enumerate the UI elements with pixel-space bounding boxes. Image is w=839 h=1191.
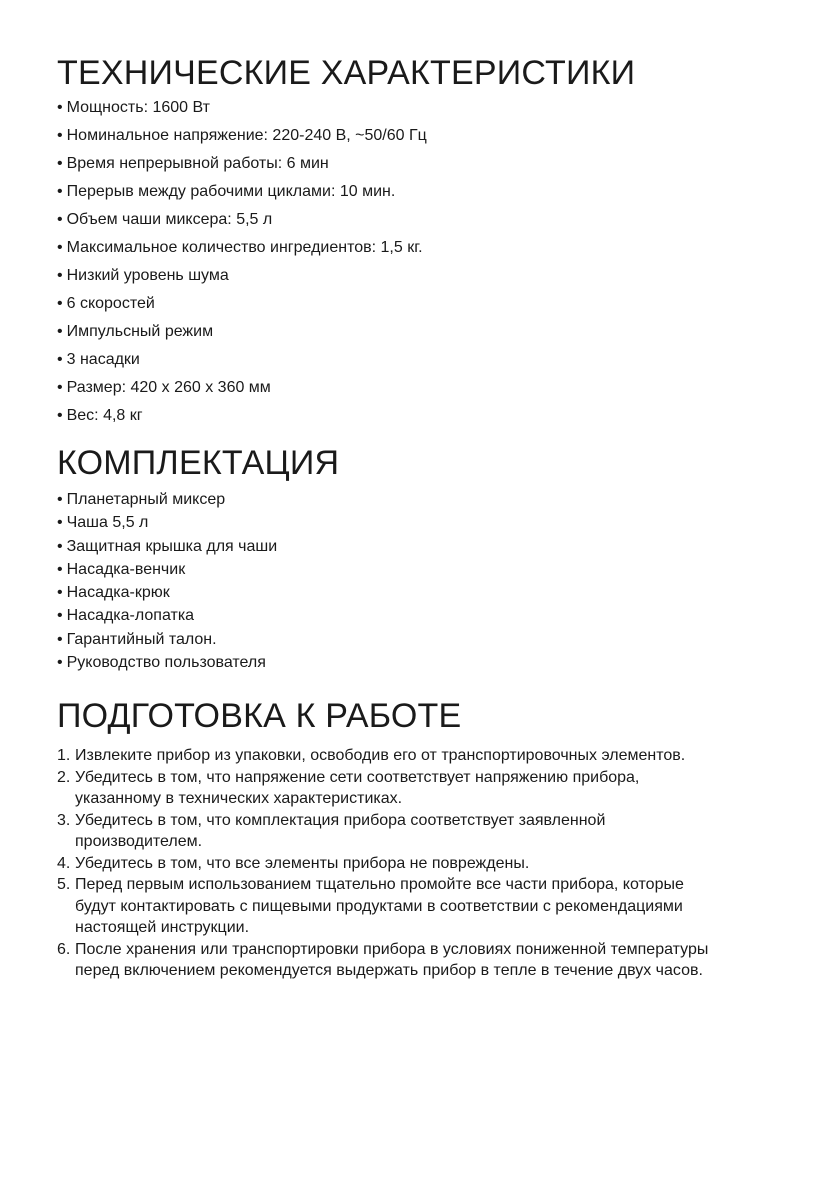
prep-heading: ПОДГОТОВКА К РАБОТЕ <box>57 697 462 736</box>
spec-text: Вес: 4,8 кг <box>66 407 143 424</box>
spec-text: Объем чаши миксера: 5,5 л <box>66 211 273 228</box>
document-page <box>57 50 797 982</box>
step-line: перед включением рекомендуется выдержать прибор в тепле в течение двух часов. <box>75 962 703 980</box>
step-line: Перед первым использованием тщательно промойте все части прибора, которые <box>75 876 684 894</box>
bullet-icon: • <box>57 211 63 228</box>
bullet-icon: • <box>57 99 63 116</box>
step-number: 2. <box>57 768 71 786</box>
bullet-icon: • <box>57 491 63 508</box>
list-item <box>57 560 797 580</box>
spec-text: Максимальное количество ингредиентов: 1,5 кг. <box>66 239 423 256</box>
list-item <box>57 154 797 174</box>
kit-text: Руководство пользователя <box>66 654 266 672</box>
specs-heading: ТЕХНИЧЕСКИЕ ХАРАКТЕРИСТИКИ <box>57 54 636 92</box>
bullet-icon: • <box>57 155 63 172</box>
kit-list <box>57 490 797 673</box>
specs-list <box>57 98 797 426</box>
spec-text: Импульсный режим <box>66 323 214 340</box>
spec-text: Номинальное напряжение: 220-240 В, ~50/60 Гц <box>66 127 427 144</box>
list-item <box>57 653 797 673</box>
step-line: Убедитесь в том, что все элементы прибора не повреждены. <box>75 854 530 872</box>
bullet-icon: • <box>57 630 63 648</box>
bullet-icon: • <box>57 537 63 555</box>
spec-text: 6 скоростей <box>66 295 155 312</box>
step-number: 1. <box>57 747 71 765</box>
step-number: 3. <box>57 811 71 829</box>
spec-text: Низкий уровень шума <box>66 267 229 284</box>
kit-text: Планетарный миксер <box>66 491 226 508</box>
kit-text: Насадка-лопатка <box>66 607 195 625</box>
list-item <box>57 513 797 533</box>
list-item <box>57 126 797 146</box>
step-item <box>57 939 797 982</box>
bullet-icon: • <box>57 323 63 340</box>
step-line: производителем. <box>75 833 203 851</box>
step-item <box>57 767 797 810</box>
list-item <box>57 182 797 202</box>
step-item <box>57 810 797 853</box>
list-item <box>57 210 797 230</box>
bullet-icon: • <box>57 514 63 532</box>
list-item <box>57 238 797 258</box>
list-item <box>57 583 797 603</box>
bullet-icon: • <box>57 607 63 625</box>
list-item <box>57 294 797 314</box>
list-item <box>57 350 797 370</box>
step-item <box>57 853 797 875</box>
step-line: указанному в технических характеристиках. <box>75 790 403 808</box>
list-item <box>57 266 797 286</box>
step-line: Убедитесь в том, что напряжение сети соответствует напряжению прибора, <box>75 768 640 786</box>
kit-text: Чаша 5,5 л <box>66 514 149 532</box>
step-number: 5. <box>57 876 71 894</box>
step-line: Извлеките прибор из упаковки, освободив его от транспортировочных элементов. <box>75 747 686 765</box>
list-item <box>57 606 797 626</box>
prep-steps-list <box>57 745 797 982</box>
list-item <box>57 490 797 510</box>
kit-text: Насадка-крюк <box>66 584 170 602</box>
bullet-icon: • <box>57 407 63 424</box>
step-item <box>57 745 797 767</box>
step-item <box>57 874 797 939</box>
bullet-icon: • <box>57 584 63 602</box>
bullet-icon: • <box>57 560 63 578</box>
spec-text: 3 насадки <box>66 351 140 368</box>
list-item <box>57 98 797 118</box>
kit-text: Защитная крышка для чаши <box>66 537 278 555</box>
step-line: Убедитесь в том, что комплектация прибора соответствует заявленной <box>75 811 606 829</box>
step-number: 4. <box>57 854 71 872</box>
spec-text: Время непрерывной работы: 6 мин <box>66 155 329 172</box>
bullet-icon: • <box>57 239 63 256</box>
kit-text: Насадка-венчик <box>66 560 186 578</box>
bullet-icon: • <box>57 295 63 312</box>
bullet-icon: • <box>57 654 63 672</box>
step-number: 6. <box>57 940 71 958</box>
list-item <box>57 378 797 398</box>
spec-text: Перерыв между рабочими циклами: 10 мин. <box>66 183 396 200</box>
list-item <box>57 630 797 650</box>
bullet-icon: • <box>57 379 63 396</box>
bullet-icon: • <box>57 127 63 144</box>
kit-heading: КОМПЛЕКТАЦИЯ <box>57 444 340 482</box>
bullet-icon: • <box>57 267 63 284</box>
spec-text: Размер: 420 х 260 х 360 мм <box>66 379 271 396</box>
step-line: настоящей инструкции. <box>75 919 250 937</box>
step-line: будут контактировать с пищевыми продуктами в соответствии с рекомендациями <box>75 897 683 915</box>
bullet-icon: • <box>57 351 63 368</box>
kit-text: Гарантийный талон. <box>66 630 217 648</box>
list-item <box>57 537 797 557</box>
list-item <box>57 406 797 426</box>
bullet-icon: • <box>57 183 63 200</box>
spec-text: Мощность: 1600 Вт <box>66 99 210 116</box>
step-line: После хранения или транспортировки прибора в условиях пониженной температуры <box>75 940 709 958</box>
list-item <box>57 322 797 342</box>
